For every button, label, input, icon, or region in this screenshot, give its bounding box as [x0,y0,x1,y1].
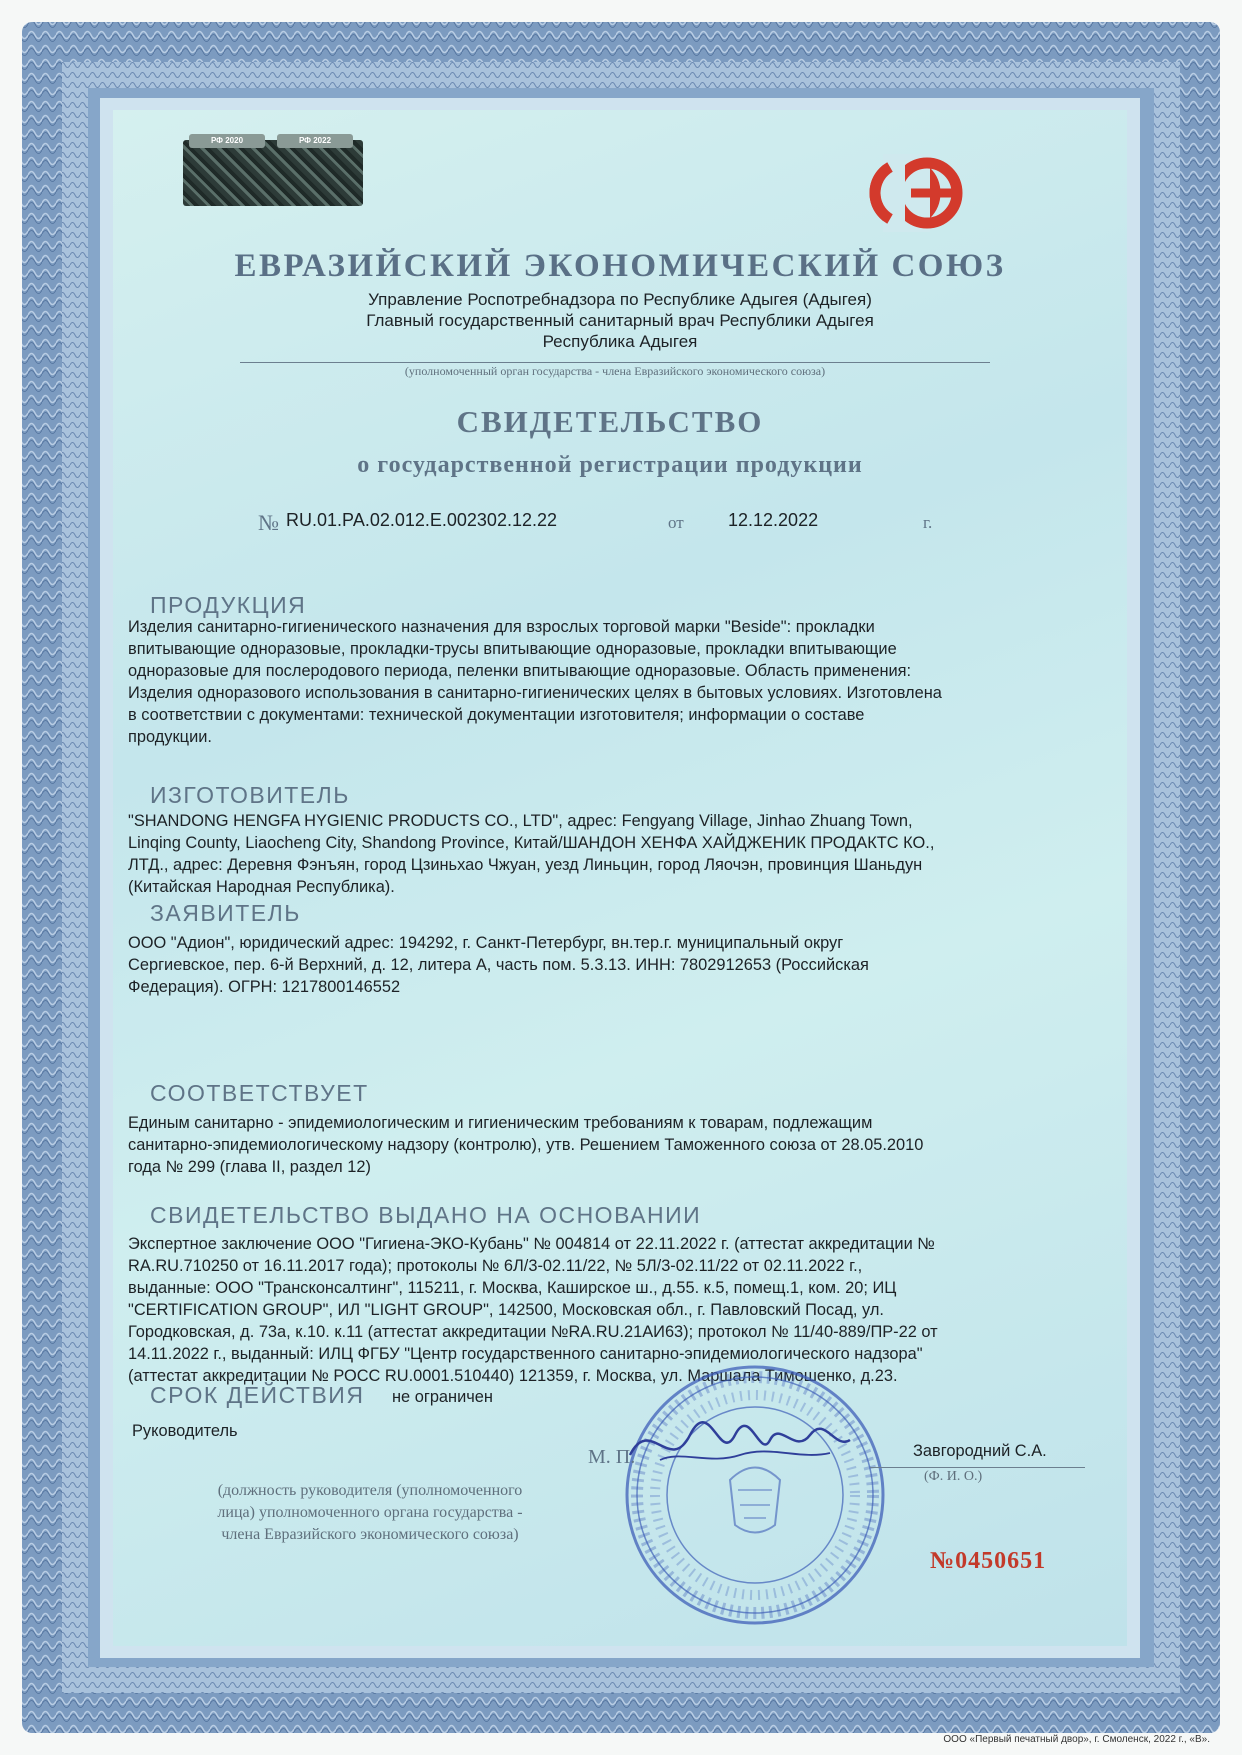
date-prefix: от [668,513,684,532]
text-line: в соответствии с документами: технической документации изготовителя; информации о составе [128,706,865,724]
authority-line: Главный государственный санитарный врач Республики Адыгея [366,311,874,330]
authority-line: Республика Адыгея [542,332,698,351]
text-line: RA.RU.710250 от 16.11.2017 года); протоколы № 6Л/3-02.11/22, № 5Л/3-02.11/22 от 02.11.2022 г., [128,1257,863,1275]
text-line: Сергиевское, пер. 6-й Верхний, д. 12, литера А, часть пом. 5.3.13. ИНН: 7802912653 (Российская [128,956,869,974]
authority-line: Управление Роспотребнадзора по Республике Адыгея (Адыгея) [368,290,872,309]
text-line: санитарно-эпидемиологическому надзору (контролю), утв. Решением Таможенного союза от 28.05.2010 [128,1136,924,1154]
text-line: года № 299 (глава II, раздел 12) [128,1158,371,1176]
text-line: (Китайская Народная Республика). [128,878,395,896]
hologram-tab: РФ 2020 [189,134,265,148]
validity-value: не ограничен [392,1388,493,1406]
certificate-number: RU.01.РА.02.012.Е.002302.12.22 [286,510,558,530]
hologram-tab: РФ 2022 [277,134,353,148]
section-title-manufacturer: ИЗГОТОВИТЕЛЬ [150,782,350,808]
signatory-name: Завгородний С.А. [913,1442,1047,1460]
text-line: Linqing County, Liaocheng City, Shandong Province, Китай/ШАНДОН ХЕНФА ХАЙДЖЕНИК ПРОДАКТС КО., [128,834,935,852]
official-stamp-icon [620,1360,890,1630]
authority-underline [240,362,990,363]
text-line: Федерация). ОГРН: 1217800146552 [128,978,401,996]
number-prefix: № [258,510,279,535]
signatory-role: Руководитель [132,1422,238,1440]
caption-line: (должность руководителя (уполномоченного [217,1482,523,1499]
text-line: 14.11.2022 г., выданный: ИЛЦ ФГБУ "Центр государственного санитарно-эпидемиологического надзора" [128,1345,923,1363]
text-line: "CERTIFICATION GROUP", ИЛ "LIGHT GROUP", 142500, Московская обл., г. Павловский Посад, ул. [128,1301,884,1319]
certificate-date: 12.12.2022 [728,510,819,530]
text-line: (аттестат аккредитации № РОСС RU.0001.510440) 121359, г. Москва, ул. Маршала Тимошенко, д.23. [128,1367,898,1385]
certificate-title: СВИДЕТЕЛЬСТВО [456,404,764,439]
conformity-logo-icon [866,154,966,232]
section-title-product: ПРОДУКЦИЯ [150,592,307,618]
conformity-description [128,1112,1118,1178]
applicant-description [128,932,1118,998]
text-line: продукции. [128,728,212,746]
text-line: ЛТД., адрес: Деревня Фэнъян, город Цзиньхао Чжуан, уезд Линьцин, город Ляочэн, провинция Шаньдун [128,856,923,874]
section-title-basis: СВИДЕТЕЛЬСТВО ВЫДАНО НА ОСНОВАНИИ [150,1202,702,1228]
text-line: ООО "Адион", юридический адрес: 194292, г. Санкт-Петербург, вн.тер.г. муниципальный округ [128,934,844,952]
signature-icon [620,1405,860,1485]
caption-line: лица) уполномоченного органа государства - [217,1504,523,1521]
section-title-applicant: ЗАЯВИТЕЛЬ [150,900,301,926]
name-underline [870,1467,1085,1468]
section-title-conformity: СООТВЕТСТВУЕТ [150,1080,369,1106]
caption-line: члена Евразийского экономического союза) [221,1526,519,1543]
hologram-sticker [183,136,363,206]
product-description [128,616,1118,748]
printer-imprint: ООО «Первый печатный двор», г. Смоленск, 2022 г., «В». [943,1734,1210,1745]
text-line: Экспертное заключение ООО "Гигиена-ЭКО-Кубань" № 004814 от 22.11.2022 г. (аттестат аккредитации № [128,1235,935,1253]
certificate-subtitle: о государственной регистрации продукции [357,452,863,478]
seal-mark: М. П. [588,1446,636,1468]
date-suffix: г. [923,513,933,532]
text-line: Изделия санитарно-гигиенического назначения для взрослых торговой марки "Beside": прокладки [128,618,875,636]
text-line: Единым санитарно - эпидемиологическим и гигиеническим требованиям к товарам, подлежащим [128,1114,873,1132]
text-line: одноразовые для послеродового периода, пеленки впитывающие одноразовые. Область применения: [128,662,912,680]
section-title-validity: СРОК ДЕЙСТВИЯ [150,1382,365,1408]
union-title: ЕВРАЗИЙСКИЙ ЭКОНОМИЧЕСКИЙ СОЮЗ [234,248,1006,284]
serial-number: №0450651 [930,1548,1047,1574]
text-line: Изделия одноразового использования в санитарно-гигиенических целях в бытовых условиях. Изготовлена [128,684,942,702]
text-line: "SHANDONG HENGFA HYGIENIC PRODUCTS CO., LTD", адрес: Fengyang Village, Jinhao Zhuang Town, [128,812,913,830]
position-caption [155,1480,585,1546]
manufacturer-description [128,810,1118,898]
name-caption: (Ф. И. О.) [924,1469,983,1484]
certificate-number-row [258,510,958,540]
authority-caption: (уполномоченный орган государства - члена Евразийского экономического союза) [404,364,826,378]
text-line: выданные: ООО "Трансконсалтинг", 115211, г. Москва, Каширское ш., д.55. к.5, помещ.1, ком. 20; ИЦ [128,1279,897,1297]
text-line: впитывающие одноразовые, прокладки-трусы впитывающие одноразовые, прокладки впитывающие [128,640,897,658]
text-line: Городковская, д. 73а, к.10. к.11 (аттестат аккредитации №RA.RU.21АИ63); протокол № 11/40-889/ПР-22 от [128,1323,938,1341]
